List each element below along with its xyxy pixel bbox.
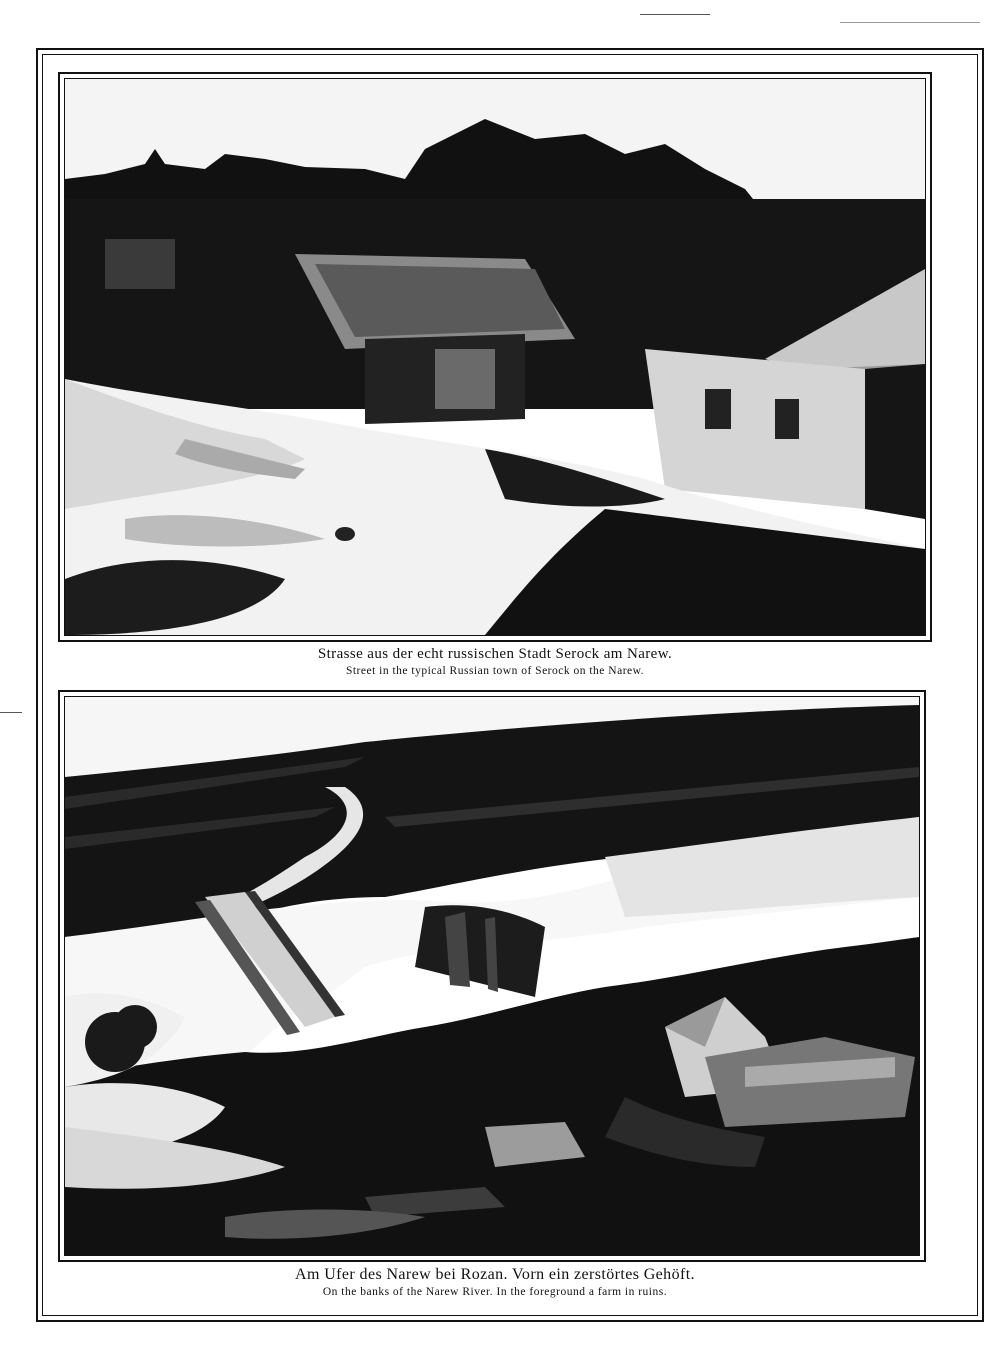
caption-narew-banks [58, 1266, 932, 1298]
photo-narew-banks-image [65, 697, 919, 1255]
photo-narew-banks [58, 690, 926, 1262]
caption-german: Am Ufer des Narew bei Rozan. Vorn ein zerstörtes Gehöft. [295, 1266, 695, 1283]
scan-mark-top [640, 14, 710, 15]
scan-mark-left [0, 712, 22, 713]
caption-english: Street in the typical Russian town of Serock on the Narew. [345, 664, 645, 677]
photo-serock-street-image [65, 79, 925, 635]
caption-german: Strasse aus der echt russischen Stadt Serock am Narew. [317, 646, 673, 662]
caption-serock-street [58, 646, 932, 677]
scan-mark-top-right [840, 22, 980, 23]
photo-serock-street [58, 72, 932, 642]
caption-english: On the banks of the Narew River. In the foreground a farm in ruins. [322, 1285, 668, 1298]
